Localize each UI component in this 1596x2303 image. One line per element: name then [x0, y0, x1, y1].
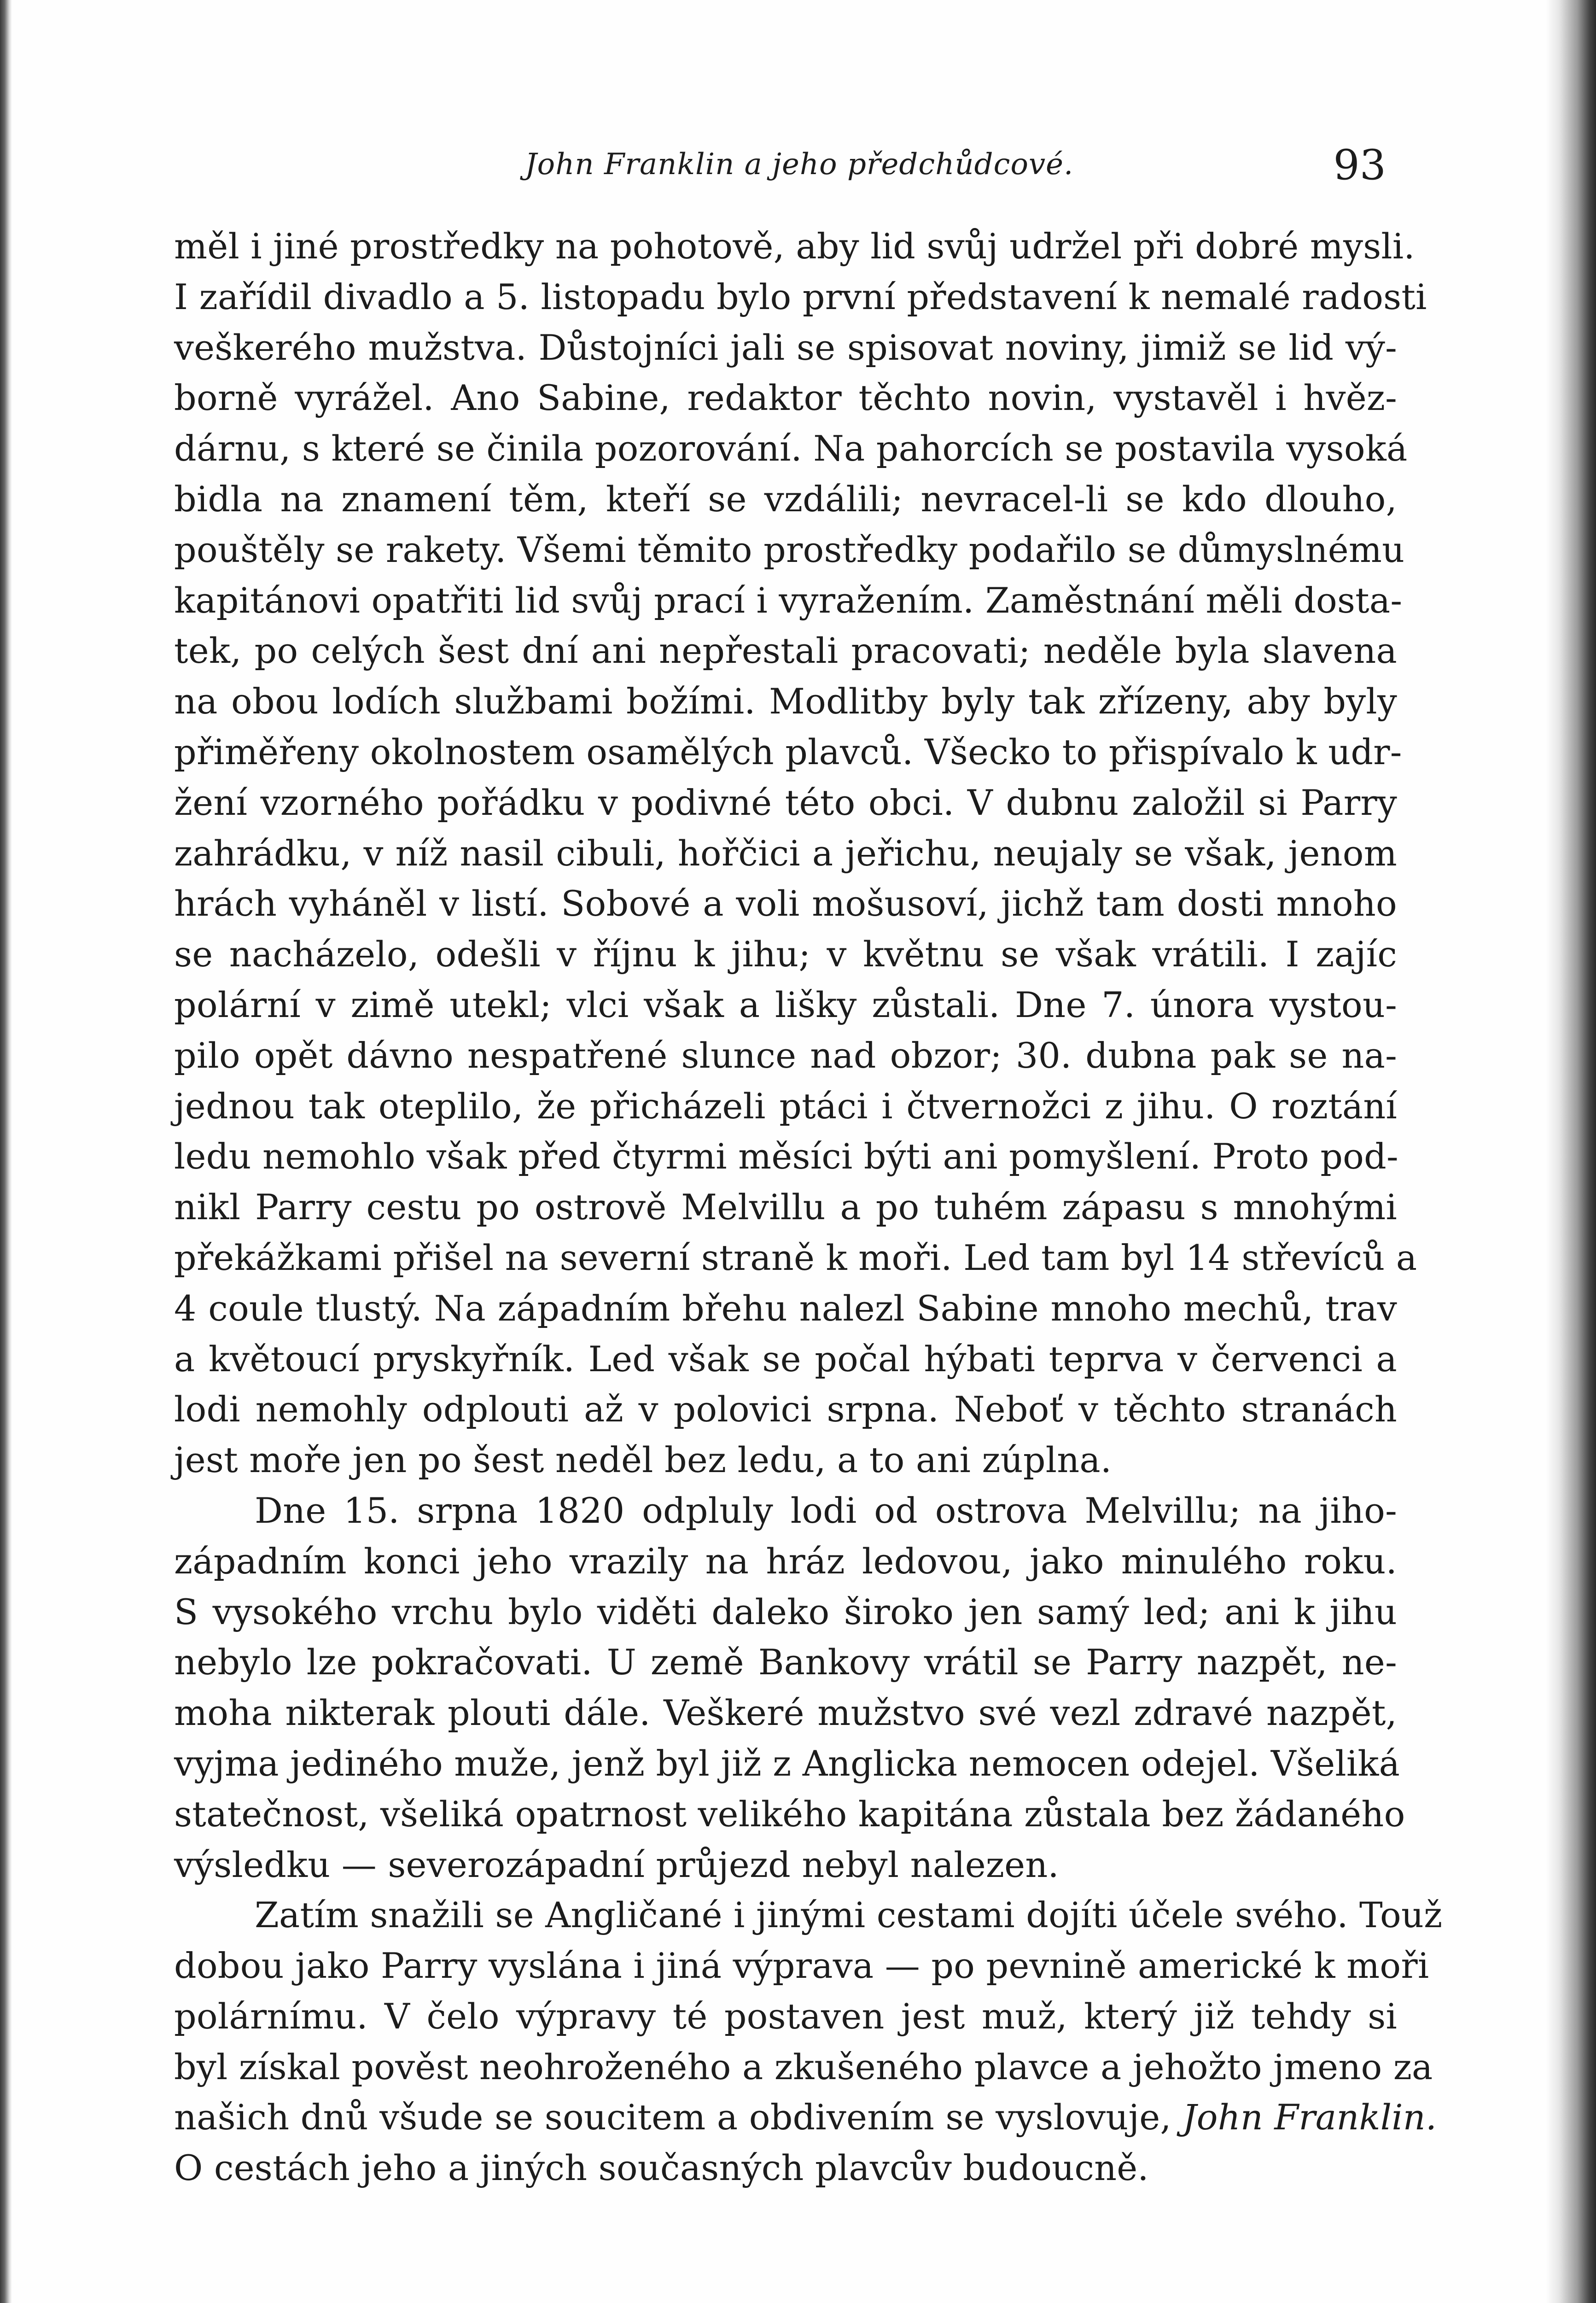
- text-line: nikl Parry cestu po ostrově Melvillu a po tuhém zápasu s mnohými: [174, 1187, 1397, 1228]
- text-line: vyjma jediného muže, jenž byl již z Anglicka nemocen odejel. Všeliká: [174, 1742, 1400, 1784]
- text-line: dobou jako Parry vyslána i jiná výprava — po pevnině americké k moři: [174, 1945, 1429, 1987]
- text-line: se nacházelo, odešli v říjnu k jihu; v květnu se však vrátili. I zajíc: [174, 934, 1397, 975]
- text-line: polární v zimě utekl; vlci však a lišky zůstali. Dne 7. února vystou-: [174, 984, 1397, 1025]
- text-line: Dne 15. srpna 1820 odpluly lodi od ostrova Melvillu; na jiho-: [255, 1490, 1397, 1531]
- body-text: [174, 221, 1443, 2193]
- text-line: bidla na znamení těm, kteří se vzdálili; nevracel-li se kdo dlouho,: [174, 478, 1397, 520]
- text-line: na obou lodích službami božími. Modlitby byly tak zřízeny, aby byly: [174, 681, 1397, 722]
- text-line: veškerého mužstva. Důstojníci jali se spisovat noviny, jimiž se lid vý-: [174, 327, 1397, 368]
- paragraph-1: [174, 221, 1427, 1485]
- text-line-segment: našich dnů všude se soucitem a obdivením se vyslovuje,: [174, 2097, 1171, 2138]
- text-line: S vysokého vrchu bylo viděti daleko široko jen samý led; ani k jihu: [174, 1591, 1397, 1632]
- text-line: ledu nemohlo však před čtyrmi měsíci býti ani pomyšlení. Proto pod-: [174, 1136, 1398, 1177]
- running-title: John Franklin a jeho předchůdcové.: [525, 147, 1074, 181]
- text-line: západním konci jeho vrazily na hráz ledovou, jako minulého roku.: [174, 1540, 1397, 1582]
- page-header: [175, 138, 1400, 203]
- scan-edge-right: [1545, 0, 1596, 2303]
- text-line: O cestách jeho a jiných současných plavcův budoucně.: [174, 2147, 1149, 2189]
- text-line: lodi nemohly odplouti až v polovici srpna. Neboť v těchto stranách: [174, 1389, 1397, 1430]
- text-line: 4 coule tlustý. Na západním břehu nalezl Sabine mnoho mechů, trav: [174, 1287, 1397, 1329]
- text-line: polárnímu. V čelo výpravy té postaven jest muž, který již tehdy si: [174, 1995, 1397, 2037]
- text-line: borně vyrážel. Ano Sabine, redaktor těchto novin, vystavěl i hvěz-: [174, 377, 1397, 419]
- text-line: nebylo lze pokračovati. U země Bankovy vrátil se Parry nazpět, ne-: [174, 1642, 1397, 1683]
- text-line: pouštěly se rakety. Všemi těmito prostředky podařilo se důmyslnému: [174, 529, 1405, 570]
- text-line: překážkami přišel na severní straně k moři. Led tam byl 14 střevíců a: [174, 1237, 1417, 1278]
- text-line: moha nikterak plouti dále. Veškeré mužstvo své vezl zdravé nazpět,: [174, 1692, 1397, 1734]
- paragraph-2: [174, 1485, 1405, 1890]
- text-line: byl získal pověst neohroženého a zkušeného plavce a jehožto jmeno za: [174, 2046, 1433, 2087]
- scan-edge-left: [0, 0, 12, 2303]
- text-line: měl i jiné prostředky na pohotově, aby lid svůj udržel při dobré mysli.: [174, 226, 1415, 267]
- text-line: žení vzorného pořádku v podivné této obci. V dubnu založil si Parry: [174, 782, 1397, 823]
- text-line: hrách vyháněl v listí. Sobové a voli mošusoví, jichž tam dosti mnoho: [174, 883, 1397, 924]
- person-name: John Franklin.: [1182, 2097, 1437, 2138]
- page-number: 93: [1333, 141, 1386, 189]
- paragraph-3: [174, 1890, 1443, 2193]
- text-line: tek, po celých šest dní ani nepřestali pracovati; neděle byla slavena: [174, 630, 1397, 672]
- text-line: přiměřeny okolnostem osamělých plavců. Všecko to přispívalo k udr-: [174, 731, 1402, 772]
- text-line: jest moře jen po šest neděl bez ledu, a to ani zúplna.: [174, 1439, 1112, 1481]
- text-line: pilo opět dávno nespatřené slunce nad obzor; 30. dubna pak se na-: [174, 1035, 1397, 1076]
- text-line: a květoucí pryskyřník. Led však se počal hýbati teprva v červenci a: [174, 1338, 1397, 1379]
- text-line: dárnu, s které se činila pozorování. Na pahorcích se postavila vysoká: [174, 428, 1408, 469]
- text-line: zahrádku, v níž nasil cibuli, hořčici a jeřichu, neujaly se však, jenom: [174, 832, 1397, 874]
- text-line: Zatím snažili se Angličané i jinými cestami dojíti účele svého. Touž: [255, 1894, 1443, 1936]
- text-line: statečnost, všeliká opatrnost velikého kapitána zůstala bez žádaného: [174, 1793, 1405, 1835]
- text-line-with-name: [174, 2092, 1437, 2143]
- text-line: výsledku — severozápadní průjezd nebyl nalezen.: [174, 1844, 1059, 1885]
- text-line: kapitánovi opatřiti lid svůj prací i vyražením. Zaměstnání měli dosta-: [174, 579, 1403, 621]
- text-line: jednou tak oteplilo, že přicházeli ptáci i čtvernožci z jihu. O roztání: [174, 1085, 1397, 1127]
- text-line: I zařídil divadlo a 5. listopadu bylo první představení k nemalé radosti: [174, 276, 1427, 317]
